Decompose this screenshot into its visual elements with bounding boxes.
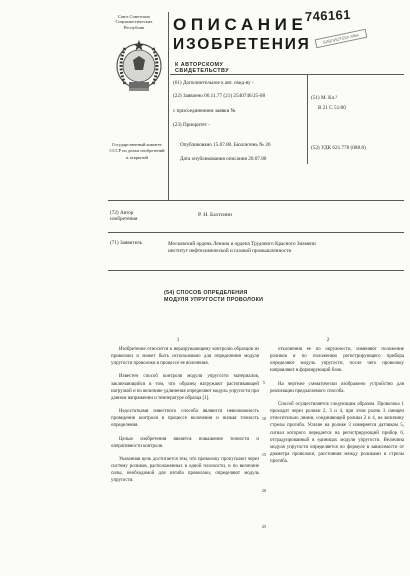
left-paragraph: Изобретение относится к неразрушающему контролю образцов из проволоки и может быть использовано для определения модуля упругости проволоки в процессе ее волочения. bbox=[111, 347, 259, 367]
margin-line-number: 5 bbox=[262, 380, 266, 385]
field-22: (22) Заявлено 06.11.77 (21) 2540746/25-08 bbox=[173, 93, 266, 99]
margin-line-number: 25 bbox=[261, 524, 267, 529]
author-name: Р. Н. Бахтизин bbox=[198, 212, 233, 218]
column-left-number: 1 bbox=[176, 337, 180, 343]
state-emblem bbox=[113, 38, 165, 94]
column-right-number: 2 bbox=[326, 337, 330, 343]
field-priority: (23) Приоритет - bbox=[173, 122, 210, 128]
field-desc-date: Дата опубликования описания 20.07.80 bbox=[180, 156, 267, 162]
invention-title: (54) СПОСОБ ОПРЕДЕЛЕНИЯ МОДУЛЯ УПРУГОСТИ ПРОВОЛОКИ bbox=[164, 290, 264, 303]
field-51: (51) М. Кл.² bbox=[311, 95, 338, 101]
margin-line-number: 10 bbox=[261, 416, 267, 421]
left-paragraph: Известен способ контроля модуля упругости материалов, заключающийся в том, что образец нагружают растягивающей нагрузкой и по величине удлинения определяют модуль упругости при данном напряжении и температуре образца [1]. bbox=[111, 374, 259, 401]
margin-line-number: 15 bbox=[261, 452, 267, 457]
rule-title-top bbox=[108, 270, 404, 271]
country-heading: Союз Советских Социалистических Республик bbox=[115, 14, 153, 30]
column-left bbox=[111, 346, 259, 485]
rule-top bbox=[170, 74, 404, 75]
applicant-label: (71) Заявитель bbox=[110, 240, 142, 246]
field-23: с присоединением заявки № bbox=[173, 108, 236, 114]
right-paragraph: отклонения ее по окружности, изменяют положение роликов и по положению регистрирующего прибора определяют модуль упругости, после чего проволоку направляют в формирующий блок. bbox=[270, 347, 404, 374]
library-stamp: БИБЛИОТЕКА МБА bbox=[315, 29, 368, 49]
applicant-name: Московский ордена Ленина и ордена Трудового Красного Знамени институт нефтехимической и газовой промышленности bbox=[168, 241, 316, 254]
header-divider bbox=[168, 12, 169, 200]
rule-applicant-top bbox=[108, 232, 404, 233]
margin-line-number: 20 bbox=[261, 488, 267, 493]
left-paragraph: Целью изобретения является повышение точности и оперативности контроля. bbox=[111, 436, 259, 449]
left-paragraph: Указанная цель достигается тем, что проволоку пропускают через систему роликов, расположенных в одной плоскости, и по величине силы, необходимой для изгиба проволоки, определяют модуль упругости. bbox=[111, 456, 259, 484]
right-paragraph: Способ осуществляется следующим образом. Проволока 1 проходит через ролики 2, 3 и 4, при этом ролик 3 смещен относительно линии, соединяющей ролики 2 и 4, на величину стрелы прогиба. Усилие на ролике 3 измеряется датчиком 5, сигнал которого передается на регистрирующий прибор 6, отградуированный в единицах модуля упругости. Величина модуля упругости определяется по формуле в зависимости от диаметра проволоки, расстояния между роликами и стрелы прогиба. bbox=[270, 401, 404, 465]
column-right bbox=[270, 346, 404, 465]
field-51-value: B 21 C 51/00 bbox=[318, 105, 346, 111]
emblem-icon bbox=[113, 38, 165, 94]
field-published: Опубликовано 15.07.80. Бюллетень № 26 bbox=[180, 142, 271, 148]
patent-number: 746161 bbox=[304, 6, 352, 25]
title-izobreteniya: ИЗОБРЕТЕНИЯ bbox=[173, 36, 311, 53]
subtitle-author-certificate: К АВТОРСКОМУ СВИДЕТЕЛЬСТВУ bbox=[175, 62, 230, 74]
title-opisanie: ОПИСАНИЕ bbox=[173, 15, 308, 34]
field-53: (53) УДК 621.778 (088.8) bbox=[311, 145, 366, 151]
left-paragraph: Недостатками известного способа являются невозможность проведения контроля в процессе волочения и низкая точность определения. bbox=[111, 409, 259, 429]
author-label: (72) Автор изобретения bbox=[110, 210, 138, 223]
biblio-divider bbox=[307, 74, 308, 164]
committee-name: Государственный комитет СССР по делам изобретений и открытий bbox=[109, 142, 165, 160]
rule-authors-top bbox=[108, 200, 404, 201]
field-61: (61) Дополнительное к авт. свид-ву - bbox=[173, 80, 254, 86]
right-paragraph: На чертеже схематически изображено устройство для реализации предлагаемого способа. bbox=[270, 381, 404, 394]
